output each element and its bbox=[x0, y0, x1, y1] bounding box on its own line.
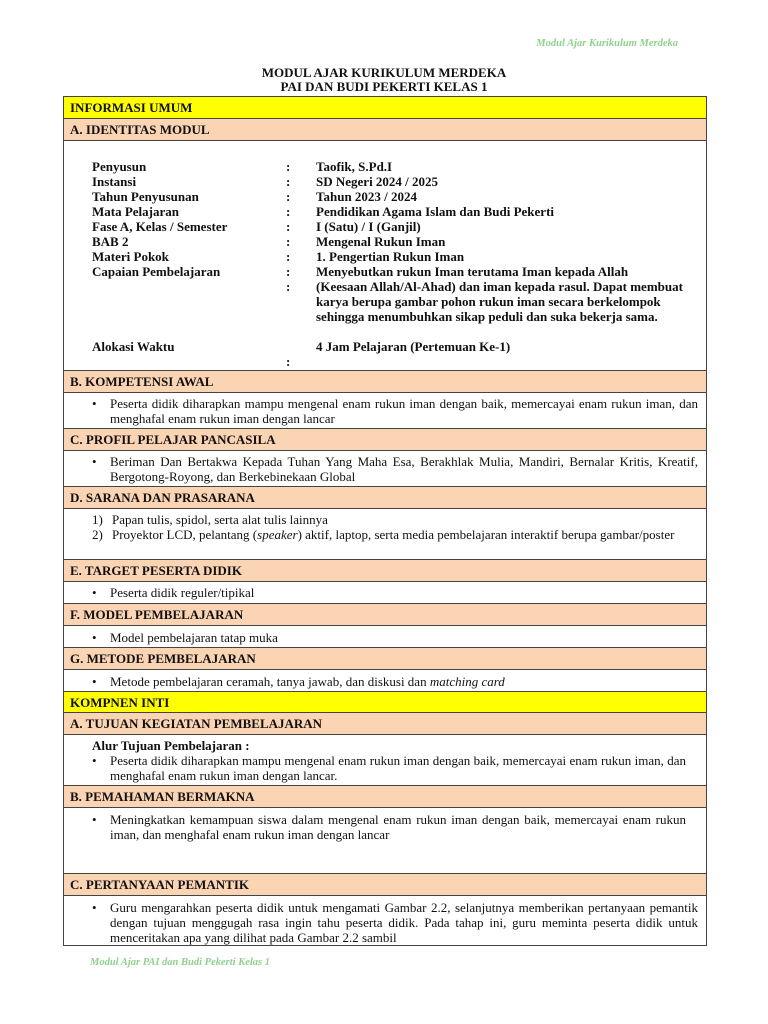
identitas-colon: : bbox=[286, 204, 291, 219]
module-table bbox=[63, 96, 707, 946]
document-title bbox=[0, 66, 768, 94]
identitas-value: Pendidikan Agama Islam dan Budi Pekerti bbox=[316, 204, 555, 219]
identitas-value: I (Satu) / I (Ganjil) bbox=[316, 219, 421, 234]
identitas-colon: : bbox=[286, 189, 291, 204]
section-metode-pembelajaran: G. METODE PEMBELAJARAN bbox=[64, 647, 706, 669]
sarana-body bbox=[64, 508, 706, 559]
title-line-2: PAI DAN BUDI PEKERTI KELAS 1 bbox=[280, 79, 488, 94]
identitas-label: Tahun Penyusunan bbox=[92, 189, 199, 204]
list-item: • Guru mengarahkan peserta didik untuk mengamati Gambar 2.2, selanjutnya memberikan pertanyaan pemantik dengan tujuan menggugah rasa ingin tahu peserta didik. Pada tahap ini, guru meminta peserta didik untuk menceritakan apa yang dilihat pada Gambar 2.2 sambil bbox=[110, 900, 698, 945]
identitas-colon: : bbox=[286, 159, 291, 174]
section-model-pembelajaran: F. MODEL PEMBELAJARAN bbox=[64, 603, 706, 625]
identitas-colon: : bbox=[286, 249, 291, 264]
identitas-value: Taofik, S.Pd.I bbox=[316, 159, 393, 174]
list-item: • Peserta didik diharapkan mampu mengenal enam rukun iman dengan baik, memercayai enam rukun iman, dan menghafal enam rukun iman dengan lancar. bbox=[110, 753, 686, 783]
identitas-label: Penyusun bbox=[92, 159, 147, 174]
alur-tujuan-label: Alur Tujuan Pembelajaran : bbox=[92, 738, 250, 753]
identitas-value: Tahun 2023 / 2024 bbox=[316, 189, 418, 204]
identitas-value: Mengenal Rukun Iman bbox=[316, 234, 446, 249]
identitas-colon: : bbox=[286, 279, 291, 294]
pemantik-body bbox=[64, 895, 706, 945]
model-body bbox=[64, 625, 706, 647]
identitas-colon: : bbox=[286, 354, 291, 369]
pemahaman-body bbox=[64, 807, 706, 873]
section-sarana-prasarana: D. SARANA DAN PRASARANA bbox=[64, 486, 706, 508]
list-item: • Metode pembelajaran ceramah, tanya jawab, dan diskusi dan matching card bbox=[110, 674, 698, 689]
list-item: • Meningkatkan kemampuan siswa dalam mengenal enam rukun iman dengan baik, memercayai enam rukun iman, dan menghafal enam rukun iman dengan lancar bbox=[110, 812, 686, 842]
section-kompetensi-awal: B. KOMPETENSI AWAL bbox=[64, 370, 706, 392]
list-item: • Model pembelajaran tatap muka bbox=[110, 630, 698, 645]
identitas-label: Fase A, Kelas / Semester bbox=[92, 219, 228, 234]
identitas-value: Menyebutkan rukun Iman terutama Iman kepada Allah bbox=[316, 264, 629, 279]
tujuan-body bbox=[64, 734, 706, 785]
identitas-label: BAB 2 bbox=[92, 234, 129, 249]
list-item: • Peserta didik reguler/tipikal bbox=[110, 585, 698, 600]
identitas-colon: : bbox=[286, 174, 291, 189]
identitas-label: Instansi bbox=[92, 174, 137, 189]
running-footer: Modul Ajar PAI dan Budi Pekerti Kelas 1 bbox=[90, 957, 270, 968]
metode-body bbox=[64, 669, 706, 691]
section-target-peserta: E. TARGET PESERTA DIDIK bbox=[64, 559, 706, 581]
list-item: 1) Papan tulis, spidol, serta alat tulis lainnya bbox=[92, 512, 328, 527]
section-pertanyaan-pemantik: C. PERTANYAAN PEMANTIK bbox=[64, 873, 706, 895]
profil-body bbox=[64, 450, 706, 486]
section-profil-pancasila: C. PROFIL PELAJAR PANCASILA bbox=[64, 428, 706, 450]
identitas-value: SD Negeri 2024 / 2025 bbox=[316, 174, 439, 189]
list-item: • Beriman Dan Bertakwa Kepada Tuhan Yang Maha Esa, Berakhlak Mulia, Mandiri, Bernalar Kritis, Kreatif, Bergotong-Royong, dan Berkebinekaan Global bbox=[110, 454, 698, 484]
section-pemahaman-bermakna: B. PEMAHAMAN BERMAKNA bbox=[64, 785, 706, 807]
identitas-label: Materi Pokok bbox=[92, 249, 169, 264]
title-line-1: MODUL AJAR KURIKULUM MERDEKA bbox=[261, 65, 507, 80]
identitas-value: 1. Pengertian Rukun Iman bbox=[316, 249, 465, 264]
identitas-label: Capaian Pembelajaran bbox=[92, 264, 221, 279]
identitas-label: Mata Pelajaran bbox=[92, 204, 180, 219]
list-item: 2) Proyektor LCD, pelantang (speaker) aktif, laptop, serta media pembelajaran interaktif berupa gambar/poster bbox=[92, 527, 675, 542]
section-informasi-umum: INFORMASI UMUM bbox=[64, 97, 706, 118]
identitas-colon: : bbox=[286, 219, 291, 234]
section-komponen-inti: KOMPNEN INTI bbox=[64, 691, 706, 712]
running-header: Modul Ajar Kurikulum Merdeka bbox=[536, 38, 678, 49]
identitas-colon: : bbox=[286, 234, 291, 249]
section-tujuan-kegiatan: A. TUJUAN KEGIATAN PEMBELAJARAN bbox=[64, 712, 706, 734]
alokasi-value: 4 Jam Pelajaran (Pertemuan Ke-1) bbox=[316, 339, 511, 354]
list-item: • Peserta didik diharapkan mampu mengenal enam rukun iman dengan baik, memercayai enam rukun iman, dan menghafal enam rukun iman dengan lancar bbox=[110, 396, 698, 426]
identitas-colon: : bbox=[286, 264, 291, 279]
capaian-continuation: (Keesaan Allah/Al-Ahad) dan iman kepada rasul. Dapat membuat karya berupa gambar pohon rukun iman secara berkelompok sehingga menumbuhkan sikap peduli dan suka bekerja sama. bbox=[316, 279, 683, 324]
identitas-block bbox=[64, 140, 706, 370]
alokasi-label: Alokasi Waktu bbox=[92, 339, 175, 354]
section-identitas-modul: A. IDENTITAS MODUL bbox=[64, 118, 706, 140]
target-body bbox=[64, 581, 706, 603]
kompetensi-body bbox=[64, 392, 706, 428]
